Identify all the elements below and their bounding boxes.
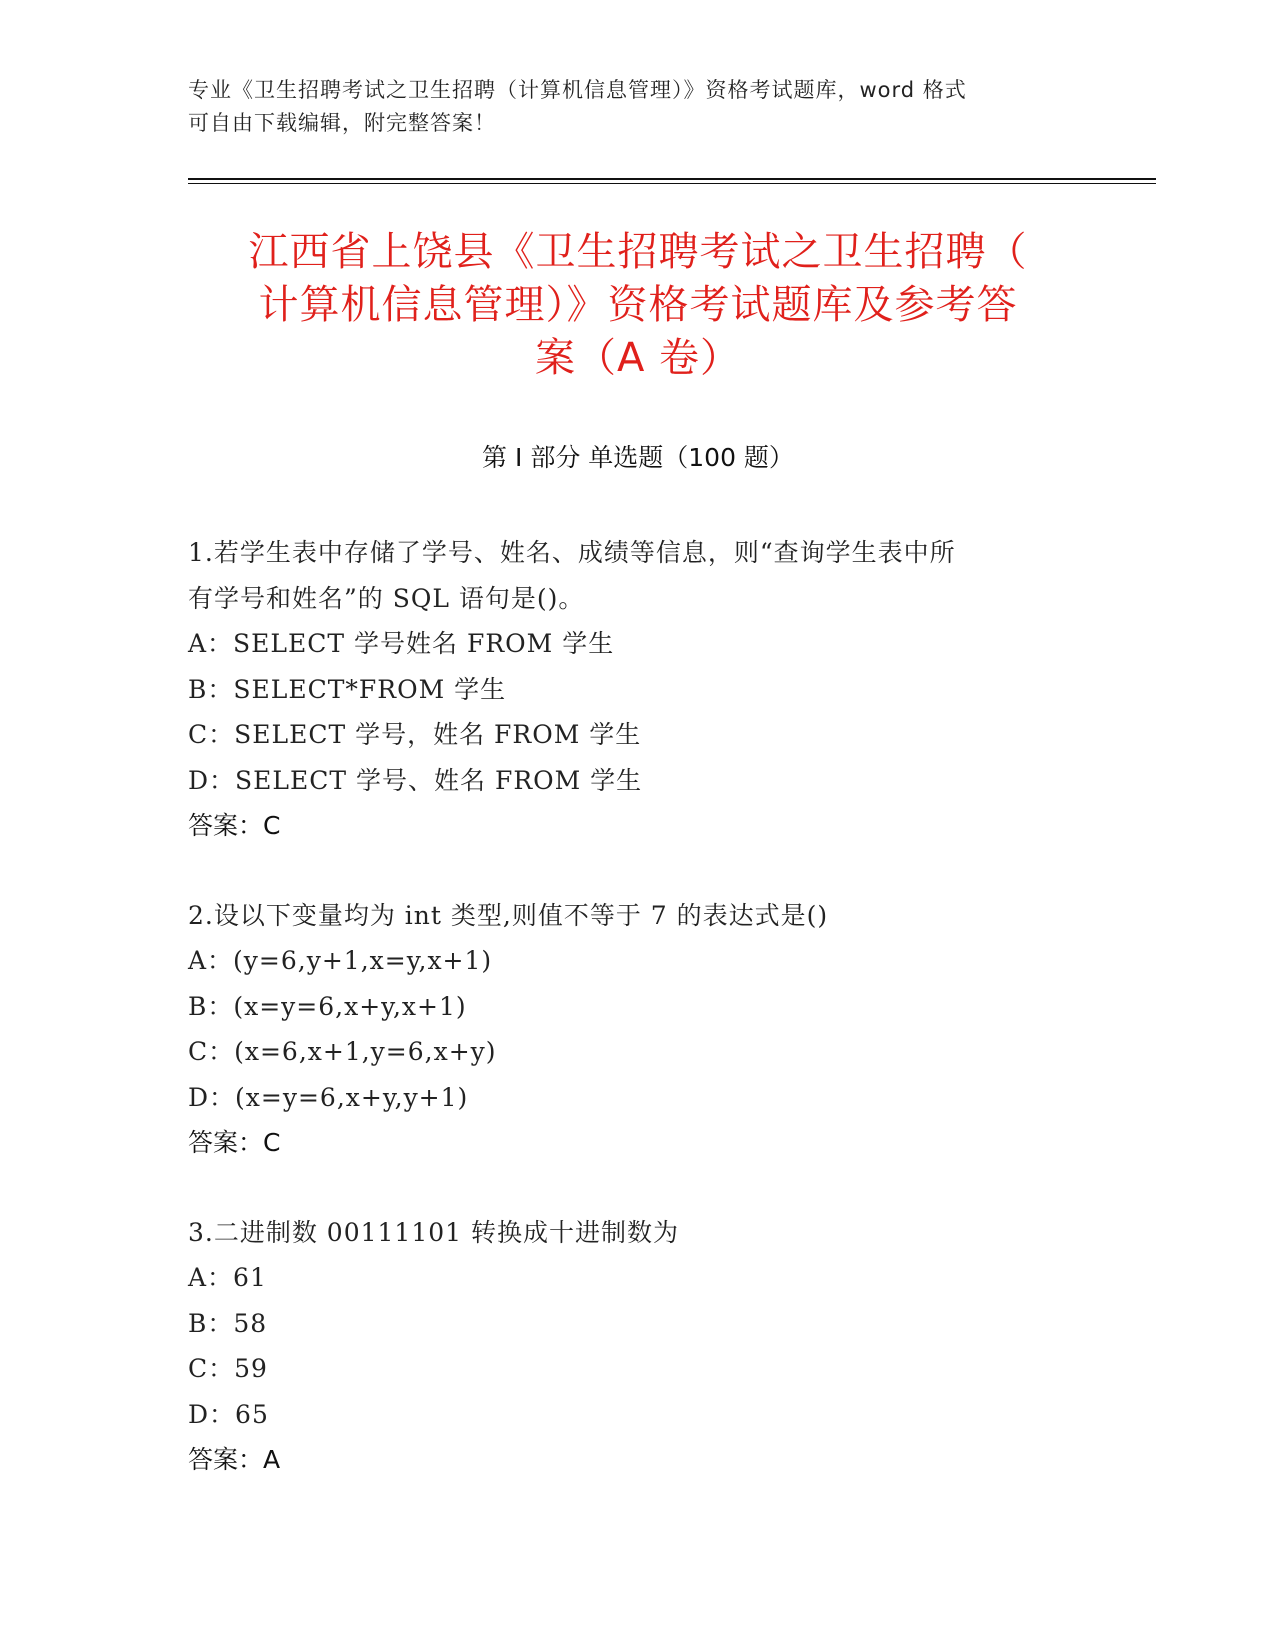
- option-c: C：(x=6,x+1,y=6,x+y): [188, 1037, 497, 1066]
- document-title-line: 江西省上饶县《卫生招聘考试之卫生招聘（: [248, 229, 1028, 275]
- option-a: A：(y=6,y+1,x=y,x+1): [188, 946, 493, 975]
- question-stem: 1.若学生表中存储了学号、姓名、成绩等信息，则“查询学生表中所: [188, 538, 956, 567]
- option-a: A：61: [188, 1263, 267, 1292]
- answer-line: 答案：C: [188, 811, 281, 840]
- question-item: [188, 1210, 1068, 1483]
- question-item: [188, 893, 1068, 1166]
- option-c: C：59: [188, 1354, 268, 1383]
- answer-line: 答案：A: [188, 1445, 281, 1474]
- answer-line: 答案：C: [188, 1128, 281, 1157]
- question-list: [188, 530, 1068, 1527]
- option-b: B：58: [188, 1308, 268, 1338]
- option-b: B：(x=y=6,x+y,x+1): [188, 991, 467, 1021]
- header-note-line: 可自由下载编辑，附完整答案！: [188, 111, 496, 135]
- option-c: C：SELECT 学号，姓名 FROM 学生: [188, 720, 642, 749]
- document-title-line: 计算机信息管理）》资格考试题库及参考答: [258, 282, 1018, 328]
- option-d: D：65: [188, 1399, 269, 1429]
- option-a: A：SELECT 学号姓名 FROM 学生: [188, 629, 615, 658]
- question-stem: 3.二进制数 00111101 转换成十进制数为: [188, 1217, 679, 1247]
- question-stem: 有学号和姓名”的 SQL 语句是()。: [188, 583, 585, 613]
- document-title-line: 案（A 卷）: [534, 335, 742, 381]
- option-b: B：SELECT*FROM 学生: [188, 674, 507, 704]
- document-title: [188, 226, 1088, 385]
- header-note: [188, 74, 1068, 140]
- header-note-line: 专业《卫生招聘考试之卫生招聘（计算机信息管理）》资格考试题库，word 格式: [188, 78, 967, 102]
- option-d: D：(x=y=6,x+y,y+1): [188, 1082, 469, 1112]
- header-divider-thick: [188, 178, 1156, 180]
- question-stem: 2.设以下变量均为 int 类型,则值不等于 7 的表达式是(): [188, 900, 829, 930]
- option-d: D：SELECT 学号、姓名 FROM 学生: [188, 765, 643, 795]
- header-divider-thin: [188, 183, 1156, 184]
- section-title: 第 I 部分 单选题（100 题）: [482, 443, 794, 472]
- question-item: [188, 530, 1068, 849]
